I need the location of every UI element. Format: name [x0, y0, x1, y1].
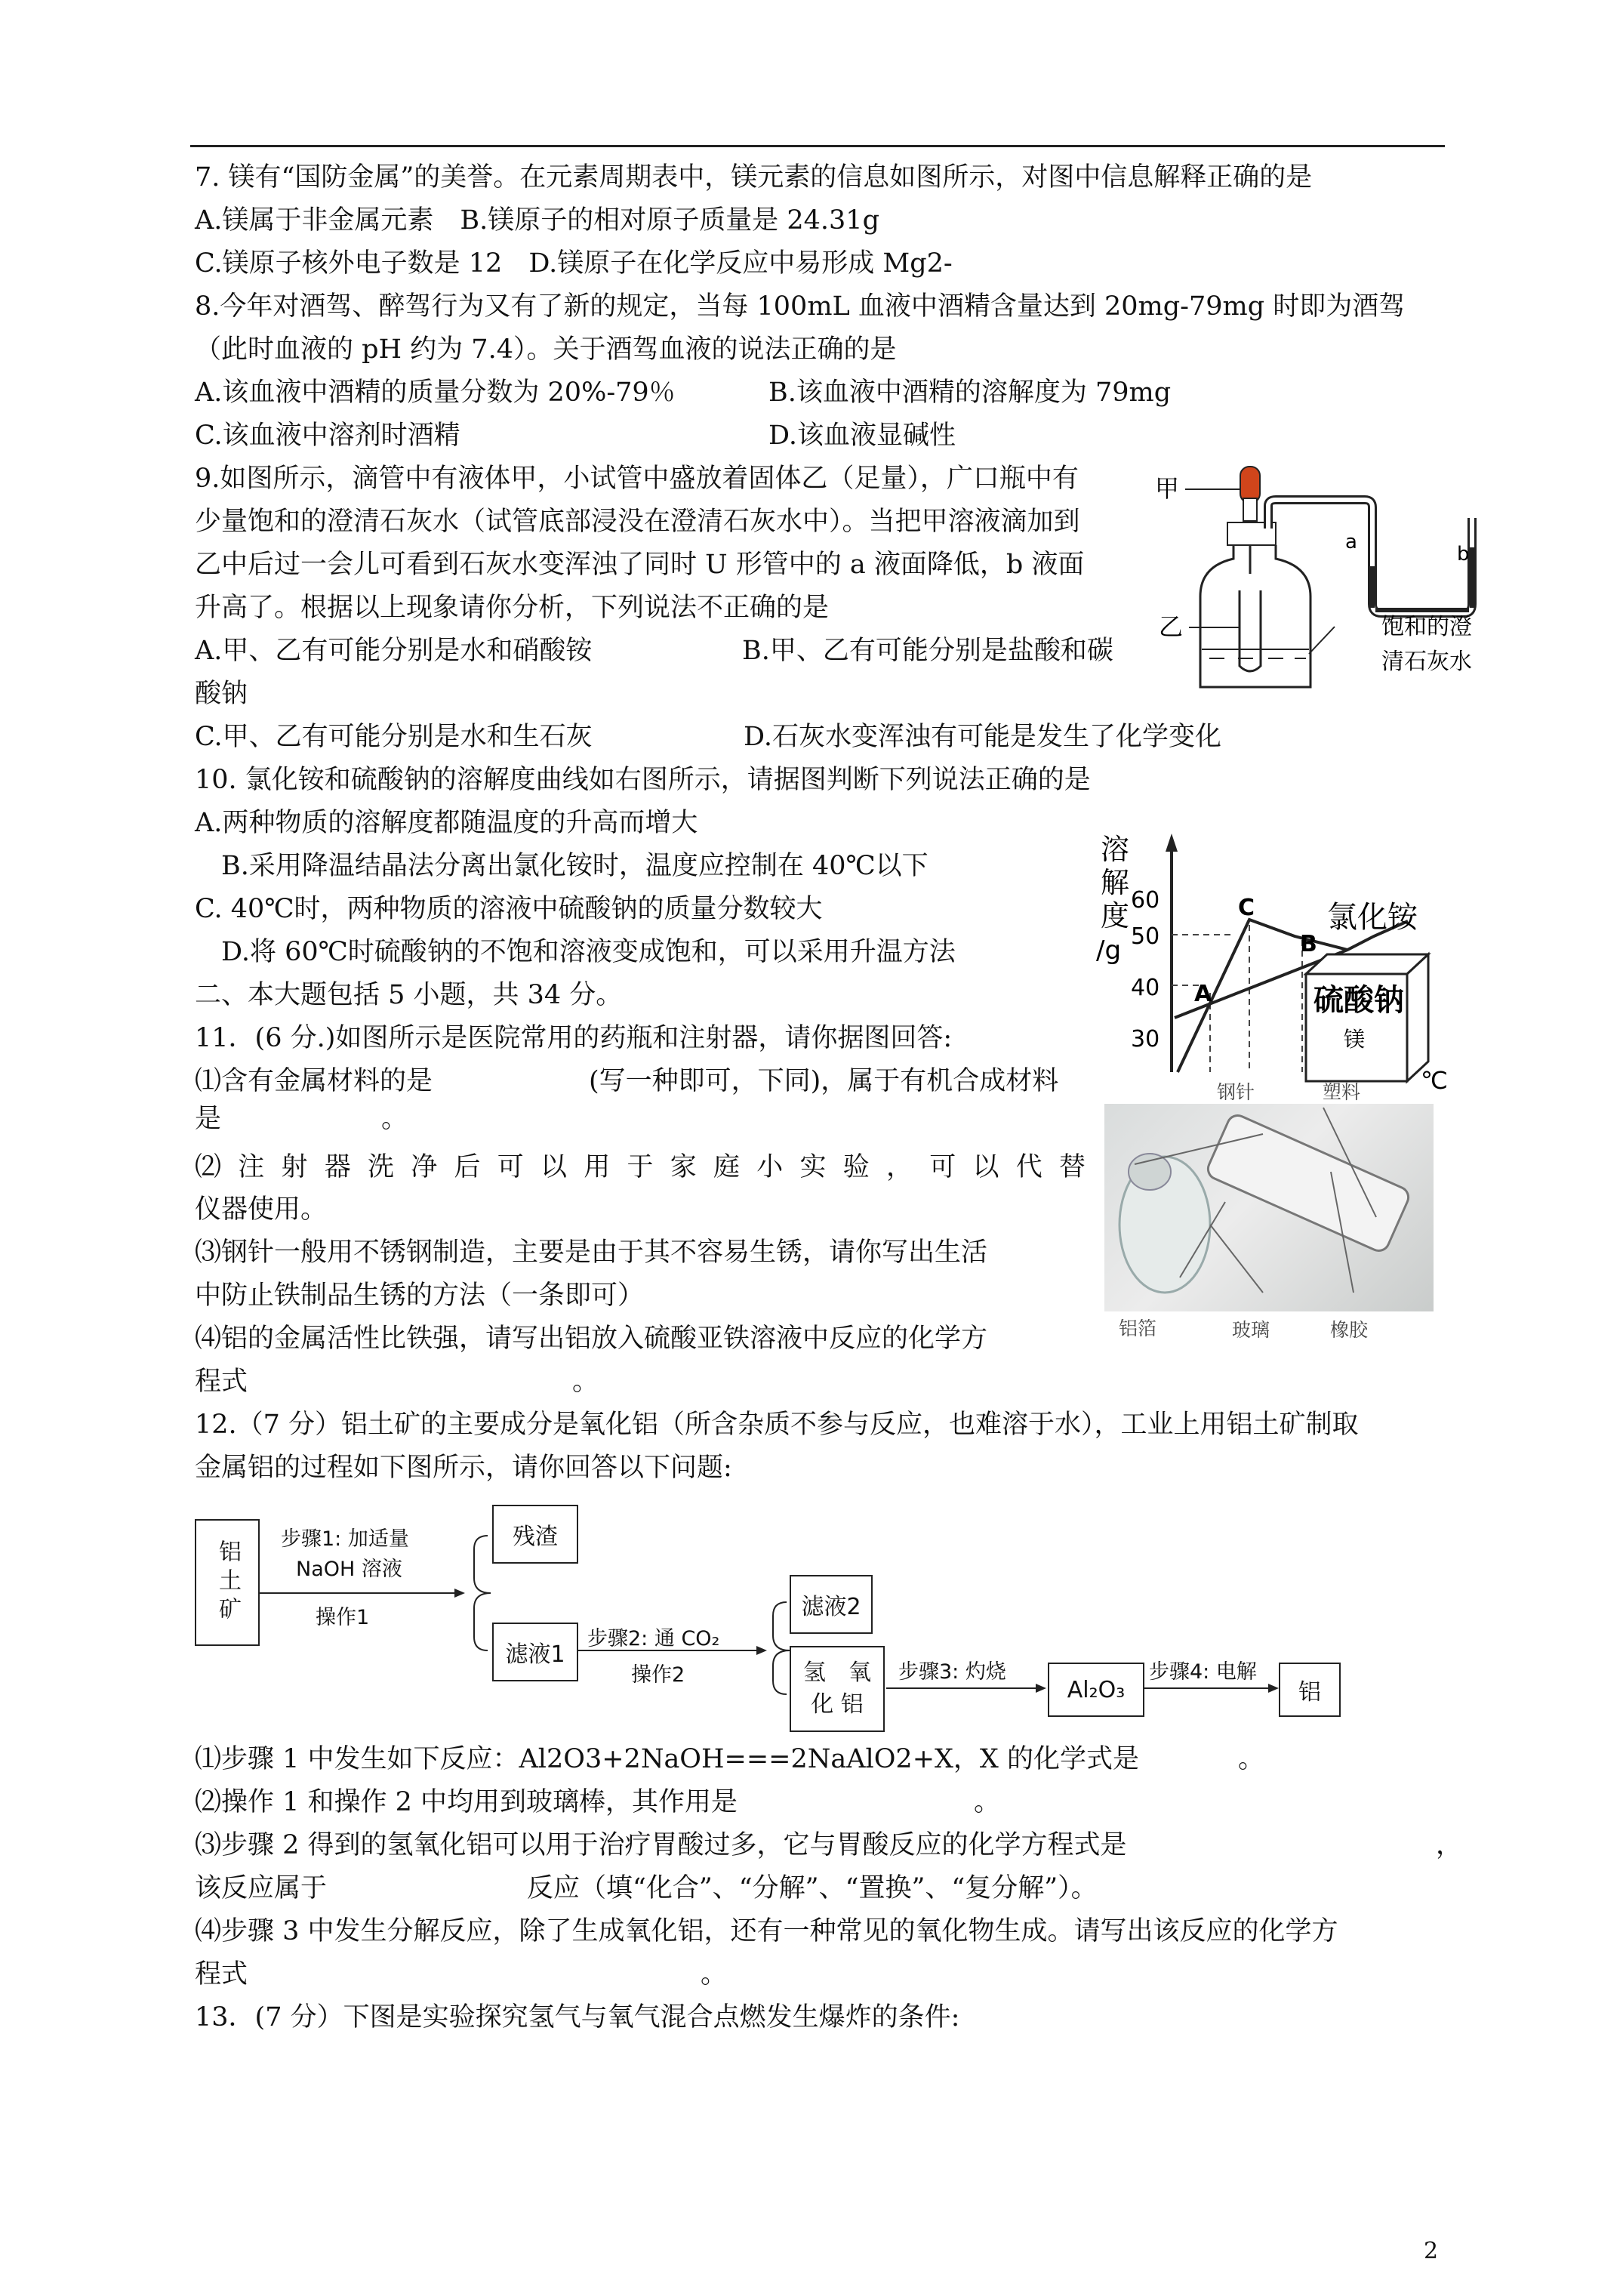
page-number: 2 — [1424, 2238, 1439, 2264]
q9-apparatus-figure — [1155, 453, 1487, 702]
q11-p4-line2: 程式 — [195, 1367, 248, 1397]
series-label-ammonium-chloride: 氯化铵 — [1327, 900, 1418, 935]
q10-option-c: C. 40℃时，两种物质的溶液中硫酸钠的质量分数较大 — [195, 894, 823, 924]
q11-stem: 11．(6 分.)如图所示是医院常用的药瓶和注射器，请你据图回答: — [195, 1023, 953, 1053]
point-label-b: B — [1300, 931, 1317, 957]
q8-option-c: C.该血液中溶剂时酒精 — [195, 421, 460, 451]
photo-label-rubber: 橡胶 — [1330, 1319, 1369, 1341]
q9-line3: 乙中后过一会儿可看到石灰水变浑浊了同时 U 形管中的 a 液面降低，b 液面 — [195, 550, 1085, 580]
q12-p1: ⑴步骤 1 中发生如下反应：Al2O3+2NaOH===2NaAlO2+X，X 的化学式是 — [195, 1744, 1139, 1774]
q11-p3-line2: 中防止铁制品生锈的方法（一条即可） — [195, 1281, 645, 1311]
flow-aloh3-line2: 化 铝 — [811, 1691, 864, 1718]
q11-p1-prefix: ⑴含有金属材料的是 — [195, 1066, 433, 1096]
flow-aloh3-line1: 氢 氧 — [803, 1660, 871, 1686]
q8-option-d: D.该血液显碱性 — [768, 421, 956, 451]
q12-p4-line2: 程式 — [195, 1959, 248, 1989]
q11-p2-line1: ⑵ 注 射 器 洗 净 后 可 以 用 于 家 庭 小 实 验 ， 可 以 代 替 — [195, 1152, 1086, 1182]
q11-p1-middle: (写一种即可，下同)，属于有机合成材料 — [589, 1066, 1059, 1096]
label-lime-line1: 饱和的澄 — [1381, 614, 1472, 640]
series-label-sodium-sulfate: 硫酸钠 — [1313, 983, 1404, 1018]
q12-p4-line1: ⑷步骤 3 中发生分解反应，除了生成氧化铝，还有一种常见的氧化物生成。请写出该反应的化学方 — [195, 1916, 1338, 1946]
overlay-mg-text: 镁 — [1344, 1027, 1366, 1052]
y-tick-30: 30 — [1131, 1026, 1160, 1052]
flow-box-filtrate1: 滤液1 — [492, 1623, 578, 1681]
q10-option-b: B.采用降温结晶法分离出氯化铵时，温度应控制在 40℃以下 — [221, 851, 929, 881]
ylabel-char-2: 解 — [1101, 866, 1130, 899]
q11-p1-shi: 是 — [195, 1104, 222, 1134]
flow-step4: 步骤4: 电解 — [1149, 1660, 1257, 1684]
q7-stem: 7. 镁有“国防金属”的美誉。在元素周期表中，镁元素的信息如图所示，对图中信息解释正确的是 — [195, 162, 1313, 193]
q12-p2-end: 。 — [974, 1787, 1001, 1817]
photo-label-plastic: 塑料 — [1323, 1081, 1361, 1103]
q12-p3-line2-end: 反应（填“化合”、“分解”、“置换”、“复分解”）。 — [527, 1873, 1098, 1903]
flow-box-aluminum: 铝 — [1279, 1663, 1341, 1717]
q9-option-a: A.甲、乙有可能分别是水和硝酸铵 — [195, 636, 593, 666]
q9-option-c: C.甲、乙有可能分别是水和生石灰 — [195, 722, 593, 752]
syringe-vial-photo — [1104, 1104, 1434, 1311]
solubility-chart — [1087, 823, 1487, 1110]
ylabel-char-1: 溶 — [1101, 833, 1130, 866]
q9-line1: 9.如图所示，滴管中有液体甲，小试管中盛放着固体乙（足量），广口瓶中有 — [195, 464, 1079, 494]
label-b: b — [1457, 543, 1470, 566]
label-yi: 乙 — [1159, 612, 1184, 641]
q8-option-b: B.该血液中酒精的溶解度为 79mg — [768, 378, 1172, 408]
q9-line4: 升高了。根据以上现象请你分析，下列说法不正确的是 — [195, 593, 830, 623]
point-label-a: A — [1194, 981, 1212, 1007]
syringe-vial-drawing — [1104, 1104, 1434, 1311]
q8-stem-line1: 8.今年对酒驾、醉驾行为又有了新的规定，当每 100mL 血液中酒精含量达到 20mg-79mg 时即为酒驾 — [195, 291, 1406, 322]
q12-p4-end: 。 — [701, 1959, 728, 1989]
photo-label-steel-needle: 钢针 — [1217, 1081, 1255, 1103]
label-lime-line2: 清石灰水 — [1381, 649, 1472, 675]
flow-op2: 操作2 — [631, 1663, 685, 1687]
header-rule — [190, 145, 1445, 147]
q9-line2: 少量饱和的澄清石灰水（试管底部浸没在澄清石灰水中）。当把甲溶液滴加到 — [195, 507, 1080, 537]
q10-stem: 10. 氯化铵和硫酸钠的溶解度曲线如右图所示，请据图判断下列说法正确的是 — [195, 765, 1091, 795]
q10-option-d: D.将 60℃时硫酸钠的不饱和溶液变成饱和，可以采用升温方法 — [221, 937, 956, 967]
q12-stem-line1: 12.（7 分）铝土矿的主要成分是氧化铝（所含杂质不参与反应，也难溶于水），工业上用铝土矿制取 — [195, 1410, 1359, 1440]
q11-p4-end: 。 — [572, 1367, 599, 1397]
q8-option-a: A.该血液中酒精的质量分数为 20%-79％ — [195, 378, 676, 408]
flow-box-filtrate2: 滤液2 — [790, 1575, 873, 1634]
q10-option-a: A.两种物质的溶解度都随温度的升高而增大 — [195, 808, 698, 838]
q9-option-d: D.石灰水变浑浊有可能是发生了化学变化 — [744, 722, 1221, 752]
ylabel-char-4: /g — [1096, 935, 1122, 966]
y-tick-50: 50 — [1131, 923, 1160, 950]
flow-box-aluminum-hydroxide — [790, 1646, 885, 1732]
label-jia: 甲 — [1155, 474, 1180, 503]
photo-label-foil: 铝箔 — [1119, 1318, 1157, 1339]
q7-options-ab: A.镁属于非金属元素 B.镁原子的相对原子质量是 24.31g — [195, 205, 879, 236]
flow-op1: 操作1 — [316, 1606, 370, 1629]
q12-stem-line2: 金属铝的过程如下图所示，请你回答以下问题: — [195, 1453, 732, 1483]
flow-step1-line2: NaOH 溶液 — [296, 1558, 402, 1581]
q9-option-b-cont: 酸钠 — [195, 679, 248, 709]
flow-box-residue: 残渣 — [492, 1505, 578, 1564]
x-axis-unit: ℃ — [1421, 1066, 1448, 1095]
flow-box-al2o3: Al₂O₃ — [1048, 1663, 1144, 1717]
q12-p3-line1: ⑶步骤 2 得到的氢氧化铝可以用于治疗胃酸过多，它与胃酸反应的化学方程式是 — [195, 1830, 1127, 1860]
flow-step1-line1: 步骤1: 加适量 — [281, 1527, 409, 1551]
q12-p3-comma: ， — [1436, 1830, 1463, 1860]
flow-step3: 步骤3: 灼烧 — [898, 1660, 1006, 1684]
section-2-heading: 二、本大题包括 5 小题，共 34 分。 — [195, 980, 623, 1010]
q9-option-b: B.甲、乙有可能分别是盐酸和碳 — [742, 636, 1113, 666]
q11-p2-line2: 仪器使用。 — [195, 1194, 328, 1225]
q12-p2: ⑵操作 1 和操作 2 中均用到玻璃棒，其作用是 — [195, 1787, 738, 1817]
q8-stem-line2: （此时血液的 pH 约为 7.4）。关于酒驾血液的说法正确的是 — [195, 334, 897, 365]
q11-p4-line1: ⑷铝的金属活性比铁强，请写出铝放入硫酸亚铁溶液中反应的化学方 — [195, 1324, 988, 1354]
q12-p3-line2: 该反应属于 — [195, 1873, 328, 1903]
y-tick-60: 60 — [1131, 887, 1160, 914]
y-tick-40: 40 — [1131, 975, 1160, 1001]
point-label-c: C — [1238, 895, 1255, 921]
q11-p1-end: 。 — [381, 1104, 408, 1134]
flow-box-bauxite — [195, 1519, 260, 1646]
flow-bauxite-text: 铝土矿 — [214, 1539, 241, 1626]
flow-step2: 步骤2: 通 CO₂ — [587, 1627, 720, 1650]
photo-label-glass: 玻璃 — [1232, 1319, 1270, 1341]
q11-p3-line1: ⑶钢针一般用不锈钢制造，主要是由于其不容易生锈，请你写出生活 — [195, 1237, 988, 1268]
q12-p1-end: 。 — [1238, 1744, 1265, 1774]
ylabel-char-3: 度 — [1101, 899, 1130, 932]
q13-stem: 13．(7 分）下图是实验探究氢气与氧气混合点燃发生爆炸的条件: — [195, 2002, 960, 2032]
q7-options-cd: C.镁原子核外电子数是 12 D.镁原子在化学反应中易形成 Mg2- — [195, 248, 953, 279]
label-a: a — [1345, 531, 1357, 553]
